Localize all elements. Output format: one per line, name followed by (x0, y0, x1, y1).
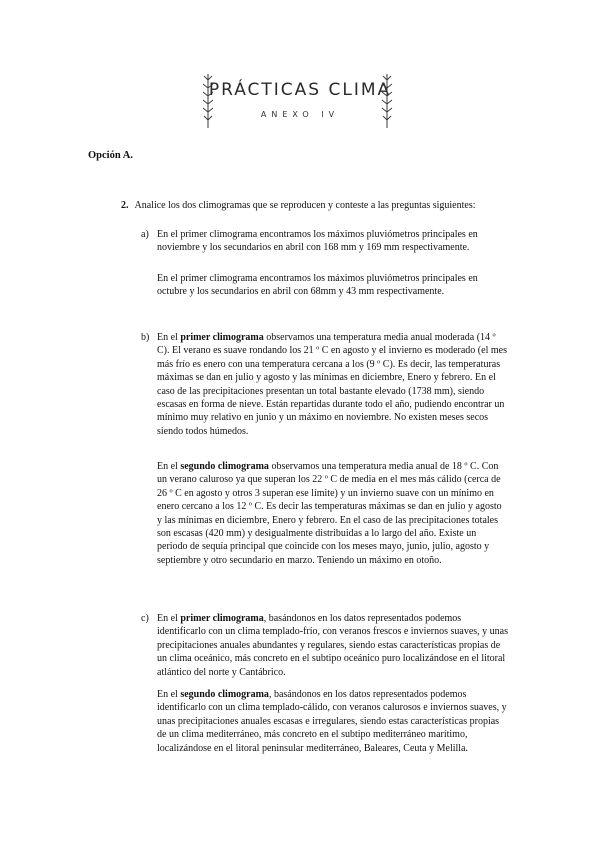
answer-paragraph (157, 688, 509, 755)
page-subtitle: ANEXO IV (260, 110, 340, 119)
item-marker: b) (141, 332, 150, 343)
question-heading (121, 199, 531, 212)
item-marker: a) (141, 229, 149, 240)
page-header (0, 66, 600, 136)
answer-paragraph (157, 612, 509, 679)
text-run: En el (157, 613, 181, 624)
page-title: PRÁCTICAS CLIMA (208, 80, 392, 100)
section-label: Opción A. (88, 150, 133, 161)
text-run: , basándonos en los datos representados podemos identificarlo con un clima templado-frío, con veranos frescos e inviernos suaves, y unas precipitaciones anuales abundantes y regulares, siendo estas características propias de un clima oceánico, más concreto en el subtipo oceánico puro localizándose en el litoral atlántico del norte y Cantábrico. (157, 613, 509, 678)
answer-paragraph (157, 331, 509, 438)
branch-ornament-icon (381, 72, 393, 130)
text-run: En el (157, 332, 181, 343)
answer-paragraph: En el primer climograma encontramos los máximos pluviómetros principales en noviembre y los secundarios en abril con 168 mm y 169 mm respectivamente. (157, 229, 478, 254)
answer-paragraph: En el primer climograma encontramos los máximos pluviómetros principales en octubre y los secundarios en abril con 68mm y 43 mm respectivamente. (157, 273, 478, 298)
item-marker: c) (141, 613, 149, 624)
question-number: 2. (121, 200, 129, 211)
text-run: observamos una temperatura media anual de 18 º C. Con un verano caluroso ya que superan los 22 º C de media en el mes más cálido (cerca de 26 º C en agosto y otros 3 superan ese límite) y un invierno suave con un mínimo en enero cercano a los 12 º C. Es decir las temperaturas máximas se dan en julio y agosto y las mínimas en diciembre, Enero y febrero. En el caso de las precipitaciones totales son escasas (420 mm) y desigualmente distribuidas a lo largo del año. Existe un periodo de sequía principal que coincide con los meses mayo, junio, julio, agosto y septiembre y otro secundario en marzo. Teniendo un máximo en otoño. (157, 461, 502, 566)
text-run: observamos una temperatura media anual moderada (14 º C). El verano es suave rondando los 21 º C en agosto y el invierno es moderado (el mes más frío es enero con una temperatura cercana a los (9 º C). Es decir, las temperaturas máximas se dan en julio y agosto y las mínimas en diciembre, Enero y febrero. En el caso de las precipitaciones presentan un total bastante elevado (1738 mm), siendo escasas en forma de nieve. Están repartidas durante todo el año, pudiendo encontrar un mínimo muy relativo en junio y un máximo en noviembre. No existen meses secos siendo todos húmedos. (157, 332, 507, 437)
text-run: , basándonos en los datos representados podemos identificarlo con un clima templado-cálido, con veranos calurosos e inviernos suaves, y unas precipitaciones anuales escasas e irregulares, siendo estas características propias de un clima mediterráneo, más concreto en el subtipo mediterráneo marítimo, localizándose en el litoral peninsular mediterráneo, Baleares, Ceuta y Melilla. (157, 689, 507, 754)
text-run: En el (157, 461, 181, 472)
text-run: En el (157, 689, 181, 700)
question-text: Analice los dos climogramas que se reproducen y conteste a las preguntas siguientes: (134, 200, 476, 211)
answer-paragraph (157, 460, 509, 567)
emphasis-text: primer climograma (180, 613, 264, 624)
emphasis-text: primer climograma (180, 332, 264, 343)
emphasis-text: segundo climograma (180, 689, 269, 700)
emphasis-text: segundo climograma (180, 461, 269, 472)
